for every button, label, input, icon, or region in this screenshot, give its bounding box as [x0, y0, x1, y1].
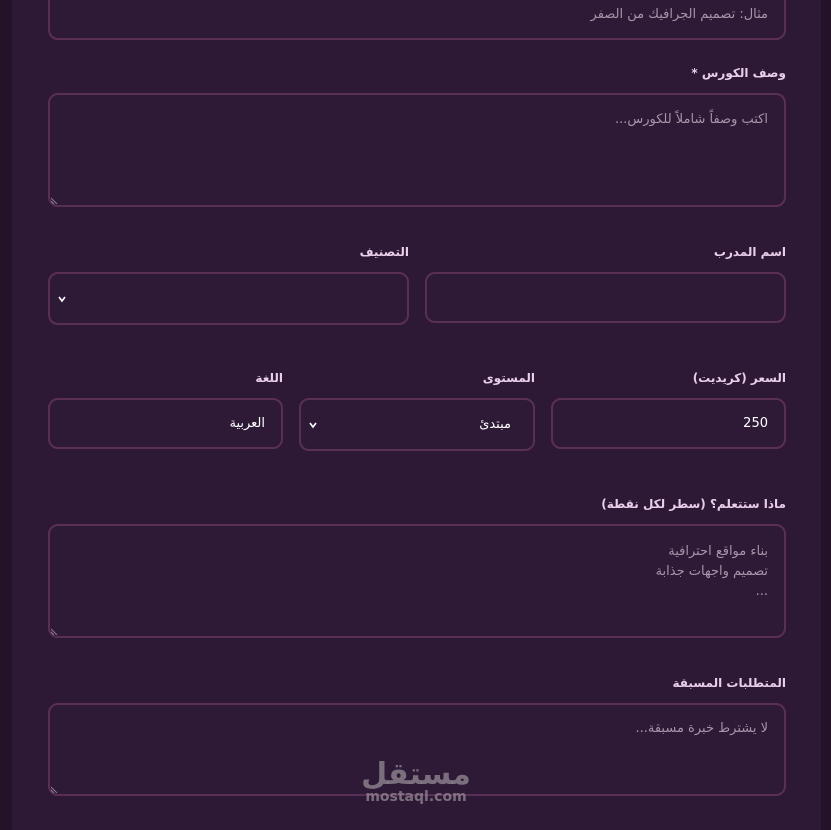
category-label: التصنيف: [359, 245, 409, 259]
course-title-placeholder: مثال: تصميم الجرافيك من الصفر: [590, 7, 768, 22]
description-textarea[interactable]: [48, 93, 786, 207]
prerequisites-label: المتطلبات المسبقة: [672, 676, 786, 690]
instructor-label: اسم المدرب: [713, 245, 786, 259]
learnings-placeholder-line: بناء مواقع احترافية: [668, 544, 768, 559]
page-edge-left: [0, 0, 12, 830]
price-input[interactable]: [551, 398, 786, 449]
resize-handle-icon[interactable]: [51, 786, 58, 793]
resize-handle-icon[interactable]: [51, 628, 58, 635]
description-placeholder: اكتب وصفاً شاملاً للكورس...: [614, 112, 768, 127]
learnings-label: ماذا ستتعلم؟ (سطر لكل نقطة): [601, 497, 786, 511]
mostaql-watermark: [356, 758, 476, 804]
watermark-latin-text: mostaql.com: [365, 789, 467, 805]
level-selected-value: مبتدئ: [479, 417, 511, 432]
chevron-down-icon: [58, 295, 66, 303]
prerequisites-placeholder: لا يشترط خبرة مسبقة...: [635, 721, 768, 736]
level-select[interactable]: [299, 398, 535, 451]
language-label: اللغة: [255, 371, 283, 385]
price-label: السعر (كريديت): [692, 371, 786, 385]
resize-handle-icon[interactable]: [51, 197, 58, 204]
watermark-arabic-text: مستقل: [361, 757, 471, 792]
learnings-placeholder-line: تصميم واجهات جذابة: [655, 564, 768, 579]
course-title-input[interactable]: [48, 0, 786, 40]
price-value: 250: [743, 416, 768, 431]
instructor-input[interactable]: [425, 272, 786, 323]
language-input[interactable]: [48, 398, 283, 449]
category-select[interactable]: [48, 272, 409, 325]
level-label: المستوى: [482, 371, 535, 385]
language-value: العربية: [229, 416, 265, 431]
description-label: وصف الكورس *: [691, 66, 786, 80]
page-edge-right: [821, 0, 831, 830]
learnings-placeholder-line: ...: [755, 584, 768, 599]
chevron-down-icon: [309, 421, 317, 429]
learnings-placeholder: [656, 542, 768, 602]
learnings-textarea[interactable]: [48, 524, 786, 638]
